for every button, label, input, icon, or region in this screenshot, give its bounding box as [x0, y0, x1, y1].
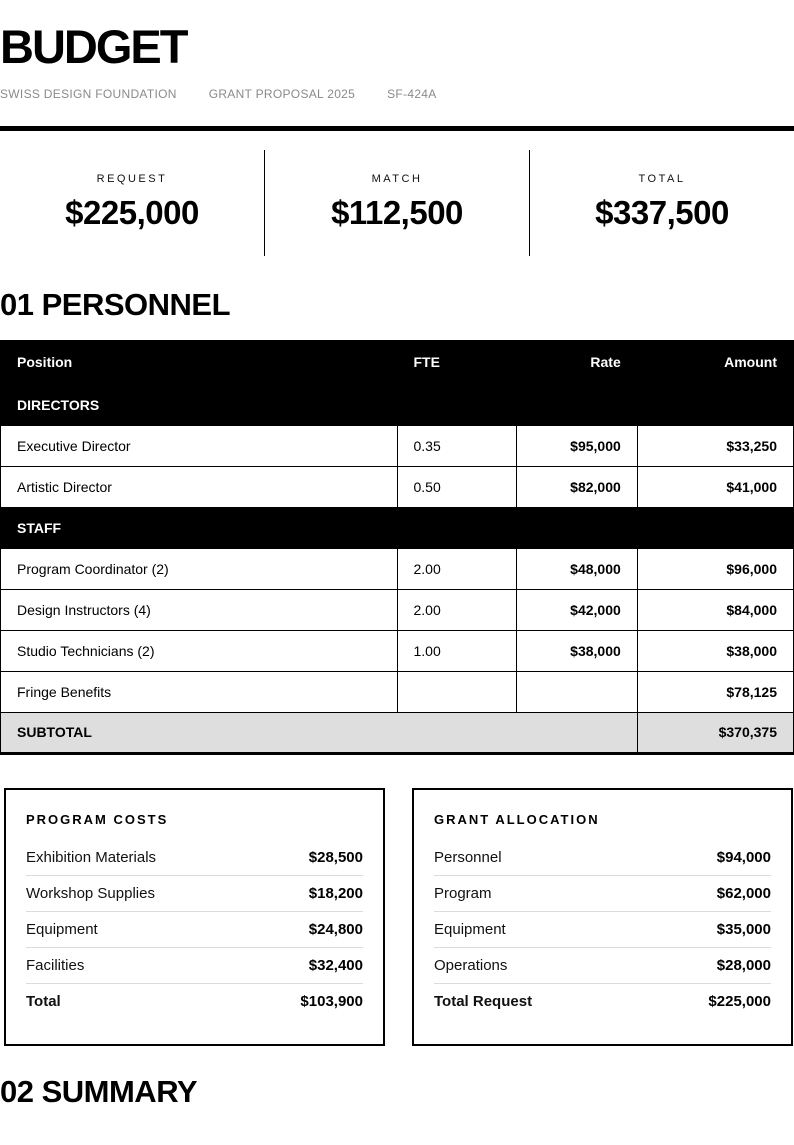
cell-position: Design Instructors (4) [1, 589, 398, 630]
item-label: Workshop Supplies [26, 884, 155, 902]
meta-organization: SWISS DESIGN FOUNDATION [0, 86, 177, 101]
cell-rate: $38,000 [517, 630, 638, 671]
meta-form-number: SF-424A [387, 86, 437, 101]
group-row-directors [1, 384, 794, 425]
stat-total-value: $337,500 [595, 194, 729, 232]
cell-rate: $48,000 [517, 548, 638, 589]
table-header-row [1, 340, 794, 384]
item-label: Personnel [434, 848, 502, 866]
list-item [26, 876, 363, 912]
grant-allocation-total [434, 984, 771, 1019]
stat-request-value: $225,000 [65, 194, 199, 232]
total-label: Total [26, 992, 61, 1010]
cell-fte: 0.50 [397, 466, 517, 507]
document-meta [0, 87, 794, 101]
item-label: Equipment [26, 920, 98, 938]
table-row [1, 425, 794, 466]
table-row [1, 630, 794, 671]
program-costs-total [26, 984, 363, 1019]
cell-amount: $78,125 [637, 671, 793, 712]
list-item [434, 948, 771, 984]
cell-fte: 1.00 [397, 630, 517, 671]
item-value: $35,000 [716, 920, 771, 938]
list-item [26, 840, 363, 876]
cell-amount: $33,250 [637, 425, 793, 466]
total-value: $225,000 [708, 992, 771, 1010]
subtotal-label: SUBTOTAL [1, 712, 638, 753]
cell-position: Studio Technicians (2) [1, 630, 398, 671]
grant-allocation-title: GRANT ALLOCATION [434, 811, 600, 827]
item-value: $32,400 [308, 956, 363, 974]
cell-fte: 2.00 [397, 548, 517, 589]
item-label: Operations [434, 956, 508, 974]
header-divider-rule [0, 126, 794, 131]
grant-allocation-list [434, 840, 771, 1019]
total-label: Total Request [434, 992, 533, 1010]
program-costs-title: PROGRAM COSTS [26, 811, 169, 827]
grant-allocation-card [412, 788, 793, 1046]
item-label: Program [434, 884, 492, 902]
budget-document-page [0, 22, 794, 1145]
cell-rate: $95,000 [517, 425, 638, 466]
column-header-fte: FTE [397, 340, 517, 384]
cell-rate: $82,000 [517, 466, 638, 507]
section-heading-summary: 02 SUMMARY [0, 1073, 198, 1109]
cell-position: Fringe Benefits [1, 671, 398, 712]
group-row-staff [1, 507, 794, 548]
meta-proposal: GRANT PROPOSAL 2025 [208, 86, 356, 101]
stat-request [0, 150, 264, 256]
page-title: BUDGET [0, 20, 187, 73]
personnel-budget-table [0, 340, 794, 755]
cell-position: Executive Director [1, 425, 398, 466]
cell-fte [397, 671, 517, 712]
stat-match-label: MATCH [371, 173, 423, 186]
list-item [26, 948, 363, 984]
cell-fte: 0.35 [397, 425, 517, 466]
summary-cards [0, 788, 794, 1046]
cell-amount: $84,000 [637, 589, 793, 630]
stat-request-label: REQUEST [96, 173, 168, 186]
group-label-directors: DIRECTORS [1, 384, 794, 425]
total-value: $103,900 [300, 992, 363, 1010]
column-header-rate: Rate [517, 340, 638, 384]
program-costs-card [4, 788, 385, 1046]
table-row [1, 589, 794, 630]
item-value: $28,000 [716, 956, 771, 974]
cell-amount: $41,000 [637, 466, 793, 507]
stat-match-value: $112,500 [331, 194, 463, 232]
item-value: $18,200 [308, 884, 363, 902]
item-value: $24,800 [308, 920, 363, 938]
list-item [26, 912, 363, 948]
cell-rate: $42,000 [517, 589, 638, 630]
table-row [1, 671, 794, 712]
subtotal-amount: $370,375 [637, 712, 793, 753]
cell-rate [517, 671, 638, 712]
cell-fte: 2.00 [397, 589, 517, 630]
item-label: Facilities [26, 956, 85, 974]
cell-amount: $38,000 [637, 630, 793, 671]
column-header-amount: Amount [637, 340, 793, 384]
funding-stats-strip [0, 150, 794, 256]
stat-total-label: TOTAL [638, 173, 686, 186]
subtotal-row [1, 712, 794, 753]
group-label-staff: STAFF [1, 507, 794, 548]
item-value: $62,000 [716, 884, 771, 902]
column-header-position: Position [1, 340, 398, 384]
program-costs-list [26, 840, 363, 1019]
list-item [434, 876, 771, 912]
table-row [1, 466, 794, 507]
cell-amount: $96,000 [637, 548, 793, 589]
item-value: $94,000 [716, 848, 771, 866]
stat-match [264, 150, 529, 256]
section-heading-personnel: 01 PERSONNEL [0, 286, 231, 322]
item-value: $28,500 [308, 848, 363, 866]
cell-position: Artistic Director [1, 466, 398, 507]
cell-position: Program Coordinator (2) [1, 548, 398, 589]
item-label: Equipment [434, 920, 506, 938]
table-row [1, 548, 794, 589]
list-item [434, 840, 771, 876]
list-item [434, 912, 771, 948]
item-label: Exhibition Materials [26, 848, 157, 866]
stat-total [529, 150, 794, 256]
